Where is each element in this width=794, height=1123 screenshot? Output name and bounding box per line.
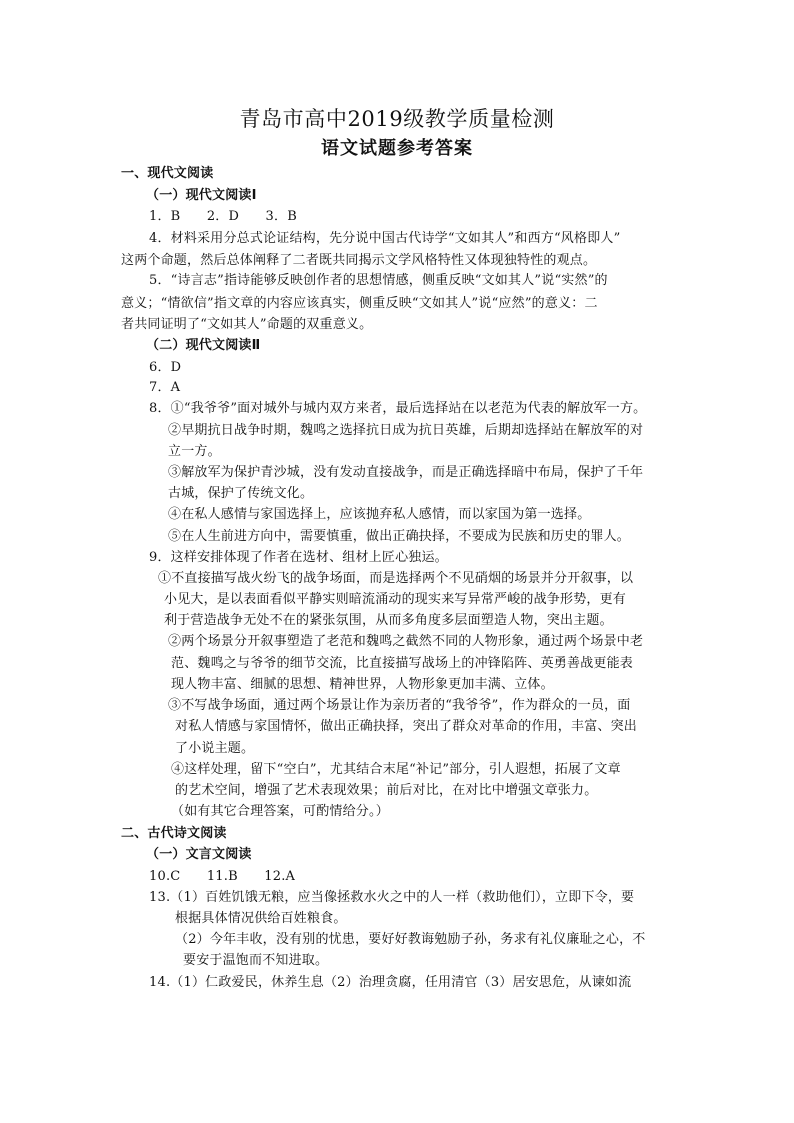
answer-q1-3: 1．B 2．D 3．B	[149, 209, 297, 224]
answer-q9-note: （如有其它合理答案，可酌情给分。）	[171, 804, 389, 819]
answer-q5-line: 者共同证明了“文如其人”命题的双重意义。	[121, 317, 373, 332]
answer-q9-line: ④这样处理，留下“空白”，尤其结合末尾“补记”部分，引人遐想，拓展了文章	[171, 762, 621, 777]
answer-q4-line: 4．材料采用分总式论证结构，先分说中国古代诗学“文如其人”和西方“风格即人”	[149, 231, 621, 246]
answer-q9-line: ③不写战争场面，通过两个场景让作为亲历者的“我爷爷”，作为群众的一员，面	[168, 698, 631, 713]
section-heading-classical-reading: 二、古代诗文阅读	[121, 826, 227, 841]
answer-q10-12: 10.C 11.B 12.A	[149, 869, 296, 884]
answer-q13-line: （2）今年丰收，没有别的忧患，要好好教诲勉励子孙，务求有礼仪廉耻之心，不	[175, 932, 646, 947]
answer-q7: 7．A	[149, 380, 181, 395]
document-subtitle: 语文试题参考答案	[321, 138, 473, 159]
answer-q8-line: ③解放军为保护青沙城，没有发动直接战争，而是正确选择暗中布局，保护了千年	[168, 465, 644, 480]
answer-q6: 6．D	[149, 360, 182, 375]
subsection-heading-modern-reading-2: （二）现代文阅读Ⅱ	[146, 338, 261, 353]
answer-q5-line: 5．“诗言志”指诗能够反映创作者的思想情感，侧重反映“文如其人”说“实然”的	[149, 273, 608, 288]
subsection-heading-classical-prose: （一）文言文阅读	[146, 847, 252, 862]
answer-q14-line: 14.（1）仁政爱民，休养生息（2）治理贪腐，任用清官（3）居安思危，从谏如流	[149, 975, 632, 990]
answer-q9-line: 了小说主题。	[175, 741, 255, 756]
answer-q8-line: 立一方。	[168, 444, 221, 459]
answer-q13-line: 要安于温饱而不知进取。	[183, 953, 329, 968]
answer-q13-line: 13.（1）百姓饥饿无粮，应当像拯救水火之中的人一样（救助他们），立即下令，要	[149, 890, 635, 905]
answer-q8-line: 8．①“我爷爷”面对城外与城内双方来者，最后选择站在以老范为代表的解放军一方。	[149, 401, 647, 416]
answer-q13-line: 根据具体情况供给百姓粮食。	[175, 911, 347, 926]
answer-q9-line: 范、魏鸣之与爷爷的细节交流，比直接描写战场上的冲锋陷阵、英勇善战更能表	[171, 656, 634, 671]
answer-q9-line: ①不直接描写战火纷飞的战争场面，而是选择两个不见硝烟的场景并分开叙事，以	[158, 571, 634, 586]
answer-q9-line: 小见大，是以表面看似平静实则暗流涌动的现实来写异常严峻的战争形势，更有	[164, 592, 627, 607]
answer-q5-line: 意义；“情欲信”指文章的内容应该真实，侧重反映“文如其人”说“应然”的意义：二	[121, 296, 598, 311]
answer-q8-line: 古城，保护了传统文化。	[168, 486, 314, 501]
section-heading-modern-reading: 一、现代文阅读	[121, 166, 214, 181]
answer-q9-line: 的艺术空间，增强了艺术表现效果；前后对比，在对比中增强文章张力。	[175, 783, 598, 798]
answer-q9-line: 利于营造战争无处不在的紧张氛围，从而多角度多层面塑造人物，突出主题。	[164, 613, 613, 628]
answer-q9-line: 现人物丰富、细腻的思想、精神世界，人物形象更加丰满、立体。	[171, 677, 554, 692]
answer-q9-line: 对私人情感与家国情怀，做出正确抉择，突出了群众对革命的作用，丰富、突出	[175, 719, 638, 734]
answer-q9-line: ②两个场景分开叙事塑造了老范和魏鸣之截然不同的人物形象，通过两个场景中老	[168, 634, 644, 649]
answer-q9-line: 9．这样安排体现了作者在选材、组材上匠心独运。	[149, 550, 448, 565]
answer-q8-line: ②早期抗日战争时期，魏鸣之选择抗日成为抗日英雄，后期却选择站在解放军的对	[168, 423, 644, 438]
document-title: 青岛市高中2019级教学质量检测	[239, 107, 555, 131]
answer-q4-line: 这两个命题，然后总体阐释了二者既共同揭示文学风格特性又体现独特性的观点。	[121, 253, 597, 268]
answer-q8-line: ④在私人感情与家国选择上，应该抛弃私人感情，而以家国为第一选择。	[168, 507, 591, 522]
answer-q8-line: ⑤在人生前进方向中，需要慎重，做出正确抉择，不要成为民族和历史的罪人。	[168, 529, 631, 544]
subsection-heading-modern-reading-1: （一）现代文阅读Ⅰ	[146, 188, 257, 203]
